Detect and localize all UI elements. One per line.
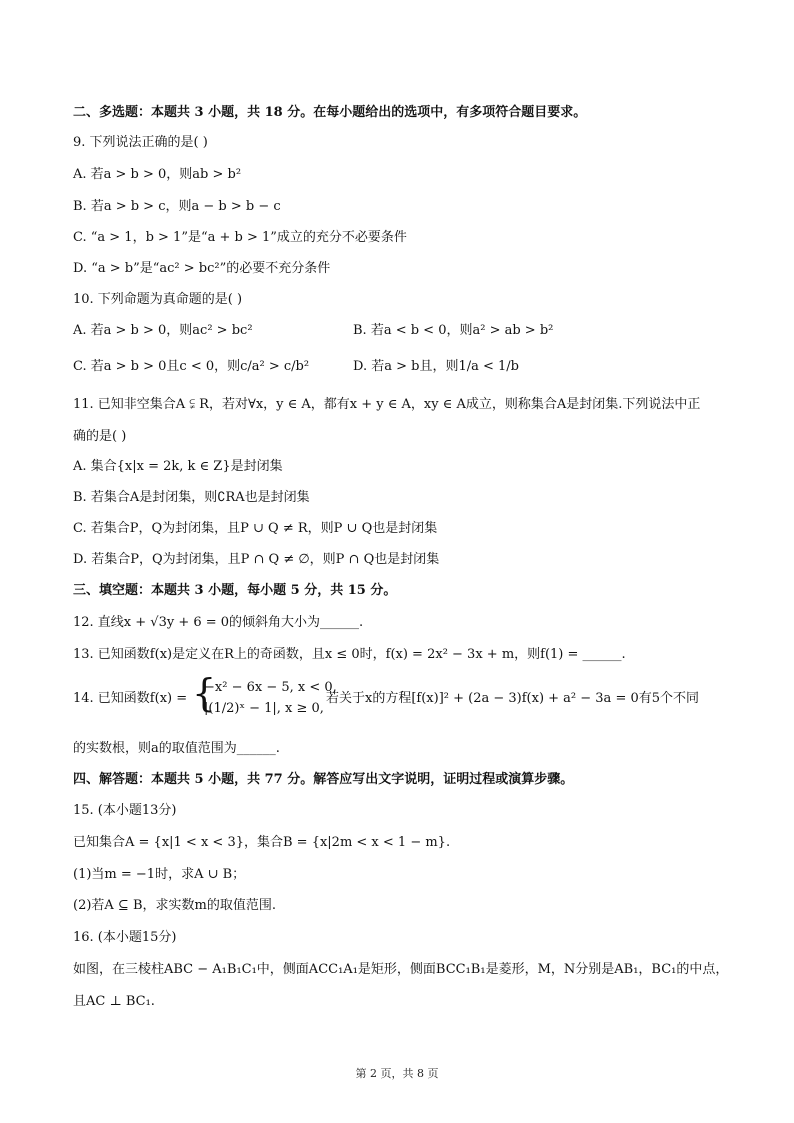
q14-prefix: 14. 已知函数f(x) = [73,691,188,706]
q10-option-b: B. 若a < b < 0，则a² > ab > b² [353,323,554,338]
piecewise-brace: { [192,671,217,715]
q10-option-c: C. 若a > b > 0且c < 0，则c/a² > c/b² [73,359,310,374]
q9-option-d: D. “a > b”是“ac² > bc²”的必要不充分条件 [73,261,331,276]
q9-stem: 9. 下列说法正确的是( ) [73,135,208,150]
q11-option-a: A. 集合{x|x = 2k, k ∈ Z}是封闭集 [73,459,283,474]
q16-line-2: 且AC ⊥ BC₁. [73,994,155,1009]
section-3-header: 三、填空题：本题共 3 小题，每小题 5 分，共 15 分。 [73,583,397,598]
q9-option-a: A. 若a > b > 0，则ab > b² [73,167,242,182]
q16-line-1: 如图，在三棱柱ABC − A₁B₁C₁中，侧面ACC₁A₁是矩形，侧面BCC₁B₁是菱形，M，N分别是AB₁，BC₁的中点， [73,962,729,977]
q11-option-b: B. 若集合A是封闭集，则∁RA也是封闭集 [73,490,310,505]
q16-title: 16. (本小题15分) [73,930,177,945]
q14-suffix: 若关于x的方程[f(x)]² + (2a − 3)f(x) + a² − 3a = 0有5个不同 [326,691,700,706]
q15-part-1: (1)当m = −1时，求A ∪ B； [73,867,246,882]
q9-option-c: C. “a > 1，b > 1”是“a + b > 1”成立的充分不必要条件 [73,230,407,245]
section-4-header: 四、解答题：本题共 5 小题，共 77 分。解答应写出文字说明，证明过程或演算步骤。 [73,772,574,787]
q12: 12. 直线x + √3y + 6 = 0的倾斜角大小为______. [73,615,364,630]
q11-stem-line2: 确的是( ) [73,429,127,444]
q10-option-d: D. 若a > b且，则1/a < 1/b [353,359,519,374]
q15-part-2: (2)若A ⊆ B，求实数m的取值范围. [73,898,276,913]
q14-line-2: 的实数根，则a的取值范围为______. [73,741,280,756]
q15-title: 15. (本小题13分) [73,803,177,818]
q14-case-2: |(1/2)ˣ − 1|, x ≥ 0, [204,701,324,716]
q10-option-a: A. 若a > b > 0，则ac² > bc² [73,323,253,338]
page-number: 第 2 页，共 8 页 [355,1067,439,1080]
q11-stem-line1: 11. 已知非空集合A ⫋ R，若对∀x，y ∈ A，都有x + y ∈ A，xy ∈ A成立，则称集合A是封闭集.下列说法中正 [73,397,701,412]
q13: 13. 已知函数f(x)是定义在R上的奇函数，且x ≤ 0时，f(x) = 2x² − 3x + m，则f(1) = ______. [73,647,626,662]
section-2-header: 二、多选题：本题共 3 小题，共 18 分。在每小题给出的选项中，有多项符合题目要求。 [73,105,587,120]
q10-stem: 10. 下列命题为真命题的是( ) [73,292,243,307]
q9-option-b: B. 若a > b > c，则a − b > b − c [73,199,281,214]
q11-option-c: C. 若集合P，Q为封闭集，且P ∪ Q ≠ R，则P ∪ Q也是封闭集 [73,521,438,536]
q15-body: 已知集合A = {x|1 < x < 3}，集合B = {x|2m < x < 1 − m}. [73,835,451,850]
q11-option-d: D. 若集合P，Q为封闭集，且P ∩ Q ≠ ∅，则P ∩ Q也是封闭集 [73,552,440,567]
q14-case-1: −x² − 6x − 5, x < 0, [204,680,337,695]
